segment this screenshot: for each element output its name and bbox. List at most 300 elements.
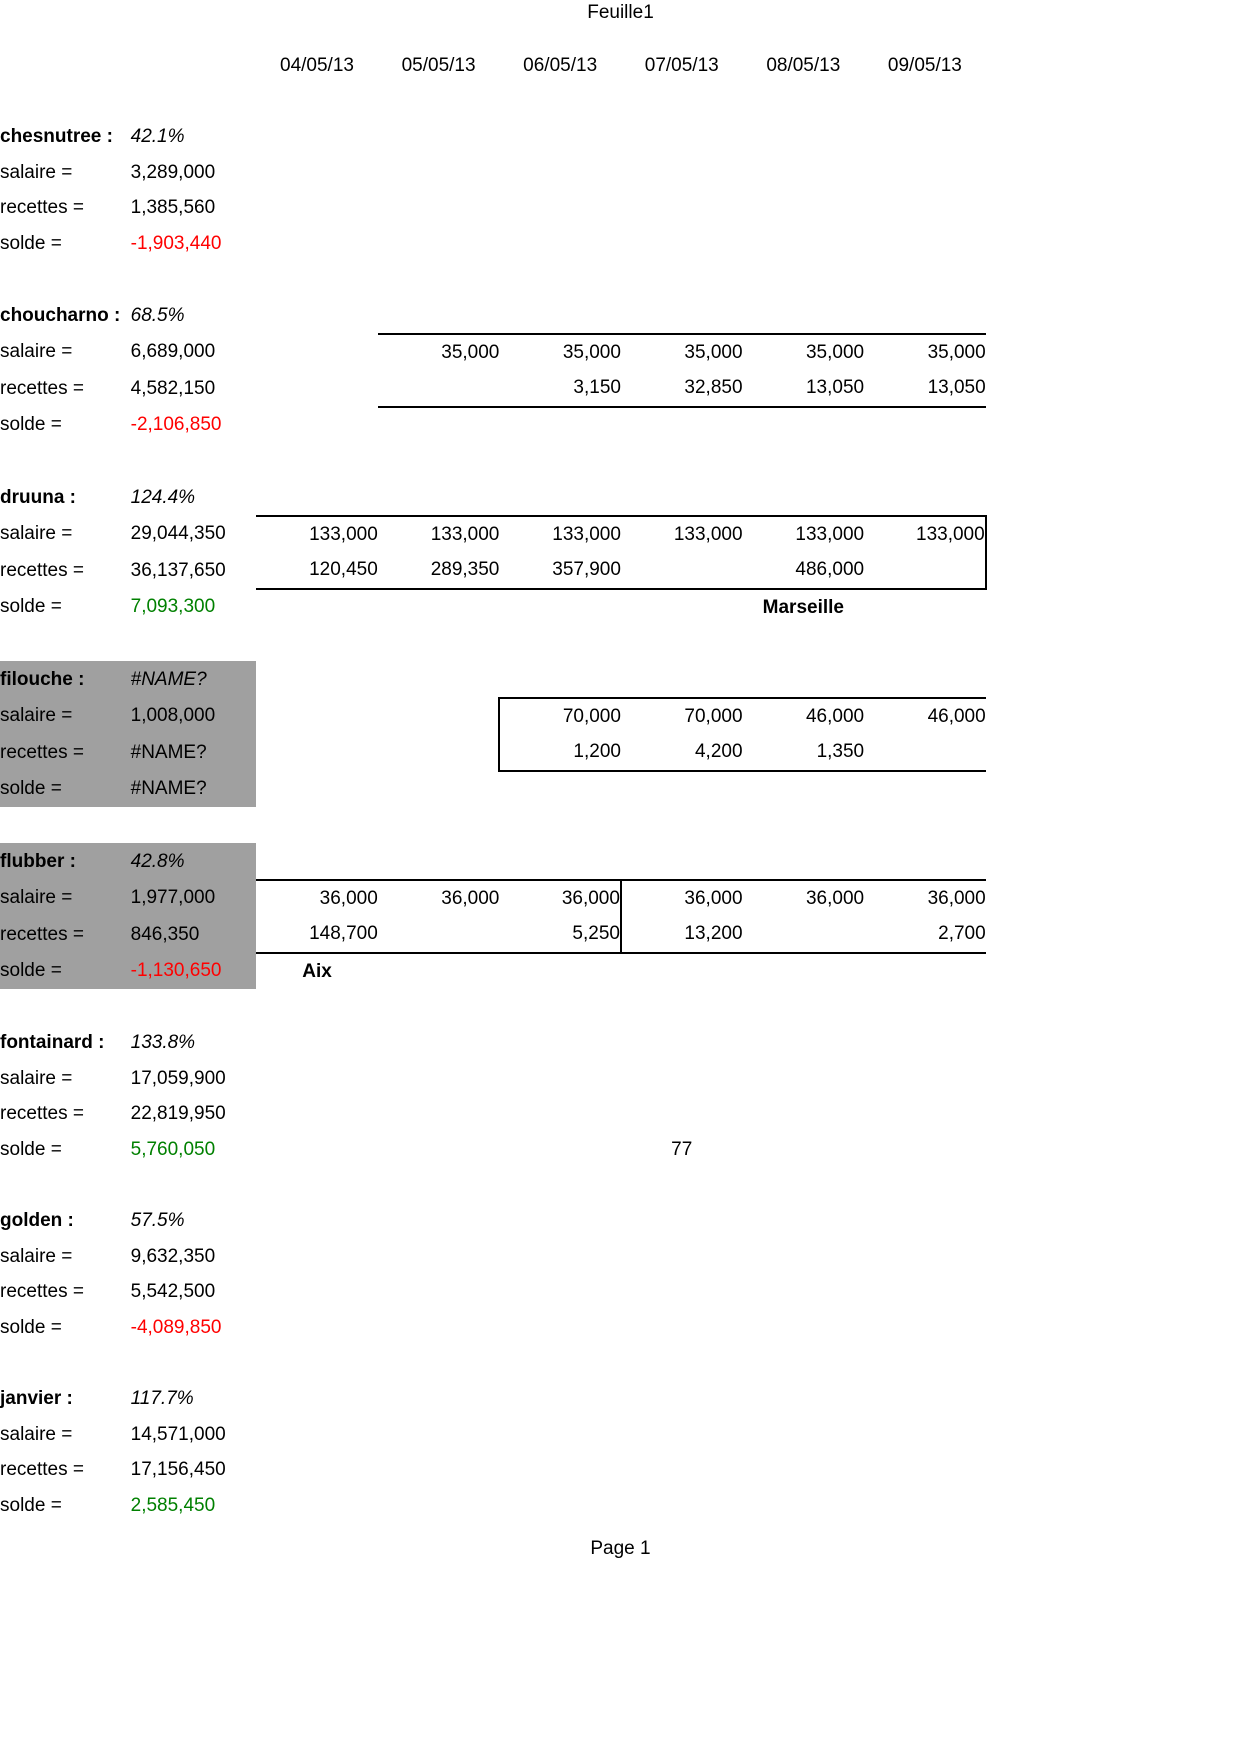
row-label-salaire: salaire = bbox=[0, 698, 131, 735]
cell-name-4 bbox=[621, 297, 743, 334]
cell-solde-2 bbox=[378, 1132, 500, 1168]
cell-name-4 bbox=[621, 843, 743, 880]
cell-name-1 bbox=[256, 1025, 378, 1061]
block-name-row bbox=[0, 297, 1241, 334]
block-solde-row bbox=[0, 1132, 1241, 1168]
cell-salaire-2[interactable] bbox=[378, 155, 500, 191]
cell-salaire-3[interactable] bbox=[499, 155, 621, 191]
cell-name-6 bbox=[864, 1025, 986, 1061]
date-header-3: 06/05/13 bbox=[523, 55, 598, 76]
cell-salaire-1[interactable] bbox=[256, 1239, 378, 1275]
block-name: druuna : bbox=[0, 486, 76, 508]
value-recettes: 22,819,950 bbox=[130, 1103, 226, 1125]
cell-name-5 bbox=[743, 1025, 865, 1061]
cell-recettes-6[interactable] bbox=[864, 1096, 986, 1132]
cell-salaire-6[interactable] bbox=[864, 1061, 986, 1097]
cell-name-5 bbox=[743, 843, 865, 880]
value-recettes: 5,542,500 bbox=[130, 1281, 216, 1303]
block-percentage: 42.1% bbox=[130, 126, 185, 148]
block-name: chesnutree : bbox=[0, 126, 113, 148]
pad-cell bbox=[986, 370, 1241, 407]
cell-salaire-1[interactable] bbox=[256, 1061, 378, 1097]
pad-cell bbox=[986, 589, 1241, 626]
cell-name-4 bbox=[621, 479, 743, 516]
cell-recettes-5[interactable] bbox=[743, 1096, 865, 1132]
block-recettes-row bbox=[0, 1274, 1241, 1310]
cell-salaire-5[interactable]: 46,000 bbox=[743, 698, 865, 735]
cell-solde-6 bbox=[864, 407, 986, 444]
cell-recettes-4[interactable] bbox=[621, 1452, 743, 1488]
value-solde: -1,903,440 bbox=[130, 232, 222, 254]
cell-salaire-4[interactable]: 70,000 bbox=[621, 698, 743, 735]
pad-cell bbox=[986, 190, 1241, 226]
cell-solde-3 bbox=[499, 226, 621, 262]
cell-name-6 bbox=[864, 1203, 986, 1239]
cell-recettes-2[interactable] bbox=[378, 1452, 500, 1488]
cell-name-6 bbox=[864, 297, 986, 334]
cell-recettes-2[interactable] bbox=[378, 190, 500, 226]
cell-recettes-3[interactable] bbox=[499, 1274, 621, 1310]
cell-recettes-5[interactable]: 1,350 bbox=[743, 734, 865, 771]
date-header-row bbox=[0, 48, 1241, 84]
cell-salaire-5[interactable]: 35,000 bbox=[743, 334, 865, 371]
cell-solde-4 bbox=[621, 953, 743, 990]
cell-solde-5 bbox=[743, 1132, 865, 1168]
pad-cell bbox=[986, 698, 1241, 735]
cell-recettes-3[interactable] bbox=[499, 1452, 621, 1488]
row-label-solde: solde = bbox=[0, 1494, 62, 1516]
cell-solde-5 bbox=[743, 407, 865, 444]
cell-salaire-3[interactable]: 36,000 bbox=[499, 880, 621, 917]
block-name-row bbox=[0, 1025, 1241, 1061]
value-solde: #NAME? bbox=[131, 771, 257, 808]
block-recettes-row bbox=[0, 1096, 1241, 1132]
pad-cell bbox=[986, 1239, 1241, 1275]
cell-solde-3 bbox=[499, 407, 621, 444]
cell-solde-2 bbox=[378, 226, 500, 262]
pad-cell bbox=[986, 297, 1241, 334]
row-label-solde: solde = bbox=[0, 1316, 62, 1338]
spacer-row bbox=[0, 444, 1241, 480]
spacer-cell bbox=[0, 1167, 1241, 1203]
pad-cell bbox=[986, 1452, 1241, 1488]
block-salaire-row bbox=[0, 698, 1241, 735]
cell-name-6 bbox=[864, 843, 986, 880]
block-recettes-row bbox=[0, 916, 1241, 953]
cell-name-5 bbox=[743, 297, 865, 334]
cell-name-2 bbox=[378, 1203, 500, 1239]
cell-recettes-6[interactable] bbox=[864, 190, 986, 226]
block-percentage: 124.4% bbox=[130, 486, 196, 508]
value-salaire: 29,044,350 bbox=[130, 523, 226, 545]
cell-solde-1 bbox=[256, 1132, 378, 1168]
cell-recettes-6[interactable]: 2,700 bbox=[864, 916, 986, 953]
cell-recettes-5[interactable] bbox=[743, 1452, 865, 1488]
cell-recettes-5[interactable]: 13,050 bbox=[743, 370, 865, 407]
sheet-title: Feuille1 bbox=[587, 2, 654, 23]
block-percentage: 57.5% bbox=[130, 1210, 185, 1231]
block-recettes-row bbox=[0, 734, 1241, 771]
value-solde: -4,089,850 bbox=[130, 1316, 222, 1338]
cell-salaire-6[interactable] bbox=[864, 1239, 986, 1275]
cell-name-3 bbox=[499, 297, 621, 334]
cell-name-4 bbox=[621, 661, 743, 698]
block-salaire-row bbox=[0, 880, 1241, 917]
block-salaire-row bbox=[0, 334, 1241, 371]
cell-solde-2 bbox=[378, 407, 500, 444]
spacer-cell bbox=[0, 807, 1241, 843]
cell-salaire-2[interactable]: 36,000 bbox=[378, 880, 500, 917]
cell-recettes-3[interactable] bbox=[499, 190, 621, 226]
date-header-1: 04/05/13 bbox=[280, 55, 354, 76]
cell-name-2 bbox=[378, 119, 500, 155]
cell-solde-2 bbox=[378, 953, 500, 990]
cell-name-3 bbox=[499, 1203, 621, 1239]
cell-solde-6 bbox=[864, 1488, 986, 1524]
row-label-salaire: salaire = bbox=[0, 880, 131, 917]
cell-recettes-4[interactable] bbox=[621, 190, 743, 226]
spacer-cell bbox=[0, 444, 1241, 480]
cell-name-6 bbox=[864, 119, 986, 155]
cell-name-6 bbox=[864, 661, 986, 698]
pad-cell bbox=[986, 1025, 1241, 1061]
pad-cell bbox=[986, 407, 1241, 444]
row-label-salaire: salaire = bbox=[0, 1067, 73, 1089]
cell-solde-5 bbox=[743, 226, 865, 262]
cell-salaire-5[interactable] bbox=[743, 1239, 865, 1275]
cell-salaire-3[interactable] bbox=[499, 1239, 621, 1275]
cell-salaire-6[interactable] bbox=[864, 155, 986, 191]
pad-cell bbox=[986, 1096, 1241, 1132]
block-name-row bbox=[0, 119, 1241, 155]
cell-recettes-1[interactable] bbox=[256, 1096, 378, 1132]
header-pad bbox=[986, 48, 1241, 84]
block-percentage: 42.8% bbox=[131, 843, 257, 880]
cell-solde-2 bbox=[378, 1488, 500, 1524]
block-name: flubber : bbox=[0, 843, 131, 880]
cell-name-4 bbox=[621, 119, 743, 155]
cell-recettes-6[interactable] bbox=[864, 1452, 986, 1488]
value-solde: -1,130,650 bbox=[131, 953, 257, 990]
pad-cell bbox=[986, 1203, 1241, 1239]
cell-salaire-6[interactable]: 35,000 bbox=[864, 334, 986, 371]
cell-recettes-4[interactable]: 13,200 bbox=[621, 916, 743, 953]
value-salaire: 9,632,350 bbox=[130, 1245, 216, 1267]
cell-name-1 bbox=[256, 1381, 378, 1417]
cell-salaire-4[interactable] bbox=[621, 1417, 743, 1453]
cell-salaire-5[interactable] bbox=[743, 1417, 865, 1453]
spacer-row bbox=[0, 807, 1241, 843]
cell-salaire-5[interactable] bbox=[743, 1061, 865, 1097]
cell-salaire-3[interactable] bbox=[499, 1061, 621, 1097]
cell-salaire-1[interactable]: 36,000 bbox=[256, 880, 378, 917]
pad-cell bbox=[986, 843, 1241, 880]
cell-recettes-2[interactable] bbox=[378, 1096, 500, 1132]
cell-recettes-5[interactable] bbox=[743, 916, 865, 953]
cell-recettes-1[interactable] bbox=[256, 190, 378, 226]
spreadsheet-grid bbox=[0, 48, 1241, 1523]
cell-salaire-2[interactable] bbox=[378, 698, 500, 735]
row-label-salaire: salaire = bbox=[0, 523, 73, 545]
pad-cell bbox=[986, 226, 1241, 262]
cell-solde-2 bbox=[378, 1310, 500, 1346]
cell-name-5 bbox=[743, 479, 865, 516]
pad-cell bbox=[986, 1310, 1241, 1346]
cell-recettes-1[interactable] bbox=[256, 1274, 378, 1310]
row-label-recettes: recettes = bbox=[0, 377, 84, 399]
cell-recettes-1[interactable] bbox=[256, 1452, 378, 1488]
cell-salaire-3[interactable]: 70,000 bbox=[499, 698, 621, 735]
pad-cell bbox=[986, 916, 1241, 953]
cell-solde-1 bbox=[256, 771, 378, 808]
row-label-solde: solde = bbox=[0, 953, 131, 990]
value-solde: 5,760,050 bbox=[130, 1138, 216, 1160]
cell-solde-6 bbox=[864, 771, 986, 808]
value-salaire: 14,571,000 bbox=[130, 1423, 226, 1445]
cell-recettes-2[interactable] bbox=[378, 370, 500, 407]
block-solde-row bbox=[0, 771, 1241, 808]
pad-cell bbox=[986, 1488, 1241, 1524]
cell-name-6 bbox=[864, 1381, 986, 1417]
cell-salaire-2[interactable] bbox=[378, 1239, 500, 1275]
cell-solde-3 bbox=[499, 1132, 621, 1168]
pad-cell bbox=[986, 1381, 1241, 1417]
pad-cell bbox=[986, 119, 1241, 155]
cell-name-1 bbox=[256, 843, 378, 880]
cell-recettes-5[interactable] bbox=[743, 1274, 865, 1310]
cell-name-2 bbox=[378, 479, 500, 516]
cell-solde-1 bbox=[256, 1310, 378, 1346]
header-blank-value bbox=[131, 48, 257, 84]
spacer-row bbox=[0, 84, 1241, 120]
cell-recettes-1[interactable]: 148,700 bbox=[256, 916, 378, 953]
value-salaire: 17,059,900 bbox=[130, 1067, 226, 1089]
value-salaire: 1,977,000 bbox=[131, 880, 257, 917]
cell-recettes-6[interactable]: 13,050 bbox=[864, 370, 986, 407]
spacer-cell bbox=[0, 626, 1241, 662]
pad-cell bbox=[986, 880, 1241, 917]
cell-name-6 bbox=[864, 479, 986, 516]
spacer-cell bbox=[0, 1345, 1241, 1381]
cell-name-1 bbox=[256, 297, 378, 334]
pad-cell bbox=[986, 771, 1241, 808]
cell-recettes-3[interactable]: 1,200 bbox=[499, 734, 621, 771]
header-blank-label bbox=[0, 48, 131, 84]
cell-recettes-2[interactable] bbox=[378, 1274, 500, 1310]
cell-salaire-2[interactable] bbox=[378, 1417, 500, 1453]
cell-recettes-5[interactable]: 486,000 bbox=[743, 552, 865, 589]
pad-cell bbox=[986, 552, 1241, 589]
cell-solde-1 bbox=[256, 226, 378, 262]
spacer-cell bbox=[0, 262, 1241, 298]
cell-salaire-5[interactable] bbox=[743, 155, 865, 191]
pad-cell bbox=[986, 516, 1241, 553]
block-recettes-row bbox=[0, 1452, 1241, 1488]
cell-salaire-6[interactable] bbox=[864, 1417, 986, 1453]
row-label-salaire: salaire = bbox=[0, 1245, 73, 1267]
cell-solde-4 bbox=[621, 226, 743, 262]
cell-salaire-6[interactable]: 36,000 bbox=[864, 880, 986, 917]
cell-recettes-4[interactable] bbox=[621, 1274, 743, 1310]
cell-salaire-4[interactable]: 36,000 bbox=[621, 880, 743, 917]
cell-salaire-5[interactable]: 133,000 bbox=[743, 516, 865, 553]
cell-salaire-3[interactable]: 35,000 bbox=[499, 334, 621, 371]
cell-recettes-2[interactable]: 289,350 bbox=[378, 552, 500, 589]
cell-salaire-4[interactable]: 133,000 bbox=[621, 516, 743, 553]
cell-solde-3 bbox=[499, 953, 621, 990]
spacer-row bbox=[0, 989, 1241, 1025]
pad-cell bbox=[986, 1274, 1241, 1310]
cell-name-5 bbox=[743, 661, 865, 698]
pad-cell bbox=[986, 1132, 1241, 1168]
block-recettes-row bbox=[0, 552, 1241, 589]
cell-recettes-6[interactable] bbox=[864, 552, 986, 589]
cell-solde-1 bbox=[256, 1488, 378, 1524]
spreadsheet-table bbox=[0, 48, 1241, 1523]
value-recettes: 4,582,150 bbox=[130, 377, 216, 399]
row-label-solde: solde = bbox=[0, 596, 62, 618]
city-label: Aix bbox=[302, 960, 332, 982]
cell-solde-6 bbox=[864, 226, 986, 262]
pad-cell bbox=[986, 953, 1241, 990]
cell-recettes-3[interactable]: 5,250 bbox=[499, 916, 621, 953]
cell-salaire-1[interactable] bbox=[256, 155, 378, 191]
spacer-cell bbox=[0, 989, 1241, 1025]
cell-solde-4 bbox=[621, 589, 743, 626]
cell-solde-5 bbox=[743, 771, 865, 808]
block-recettes-row bbox=[0, 370, 1241, 407]
block-name: golden : bbox=[0, 1210, 74, 1231]
cell-name-1 bbox=[256, 479, 378, 516]
cell-salaire-3[interactable]: 133,000 bbox=[499, 516, 621, 553]
cell-name-3 bbox=[499, 479, 621, 516]
block-name: filouche : bbox=[0, 661, 131, 698]
cell-salaire-4[interactable] bbox=[621, 1061, 743, 1097]
block-name-row bbox=[0, 661, 1241, 698]
cell-salaire-4[interactable] bbox=[621, 1239, 743, 1275]
date-header-6: 09/05/13 bbox=[887, 55, 962, 76]
cell-solde-6 bbox=[864, 1310, 986, 1346]
cell-solde-4 bbox=[621, 771, 743, 808]
date-header-4: 07/05/13 bbox=[644, 55, 719, 76]
cell-name-4 bbox=[621, 1381, 743, 1417]
cell-recettes-1[interactable]: 120,450 bbox=[256, 552, 378, 589]
block-solde-row bbox=[0, 226, 1241, 262]
cell-salaire-3[interactable] bbox=[499, 1417, 621, 1453]
cell-recettes-3[interactable] bbox=[499, 1096, 621, 1132]
cell-recettes-2[interactable] bbox=[378, 916, 500, 953]
pad-cell bbox=[986, 734, 1241, 771]
pad-cell bbox=[986, 334, 1241, 371]
block-name: choucharno : bbox=[0, 304, 121, 326]
cell-name-1 bbox=[256, 661, 378, 698]
cell-salaire-4[interactable]: 35,000 bbox=[621, 334, 743, 371]
cell-salaire-5[interactable]: 36,000 bbox=[743, 880, 865, 917]
row-label-recettes: recettes = bbox=[0, 1459, 84, 1481]
cell-name-4 bbox=[621, 1203, 743, 1239]
block-salaire-row bbox=[0, 155, 1241, 191]
cell-solde-5 bbox=[743, 1488, 865, 1524]
cell-salaire-6[interactable]: 46,000 bbox=[864, 698, 986, 735]
cell-recettes-4[interactable]: 4,200 bbox=[621, 734, 743, 771]
cell-recettes-5[interactable] bbox=[743, 190, 865, 226]
row-label-solde: solde = bbox=[0, 232, 62, 254]
value-recettes: 1,385,560 bbox=[130, 197, 216, 219]
row-label-recettes: recettes = bbox=[0, 1281, 84, 1303]
cell-solde-3 bbox=[499, 589, 621, 626]
block-name-row bbox=[0, 479, 1241, 516]
cell-salaire-2[interactable] bbox=[378, 1061, 500, 1097]
row-label-salaire: salaire = bbox=[0, 341, 73, 363]
cell-name-5 bbox=[743, 1203, 865, 1239]
cell-recettes-1[interactable] bbox=[256, 370, 378, 407]
cell-recettes-6[interactable] bbox=[864, 1274, 986, 1310]
cell-recettes-3[interactable]: 3,150 bbox=[499, 370, 621, 407]
pad-cell bbox=[986, 1061, 1241, 1097]
cell-recettes-2[interactable] bbox=[378, 734, 500, 771]
cell-recettes-4[interactable] bbox=[621, 1096, 743, 1132]
value-salaire: 1,008,000 bbox=[131, 698, 257, 735]
cell-salaire-1[interactable] bbox=[256, 1417, 378, 1453]
date-header-5: 08/05/13 bbox=[766, 55, 841, 76]
block-percentage: 117.7% bbox=[130, 1387, 194, 1409]
block-name-row bbox=[0, 1381, 1241, 1417]
block-solde-row bbox=[0, 407, 1241, 444]
cell-recettes-4[interactable] bbox=[621, 552, 743, 589]
cell-name-5 bbox=[743, 119, 865, 155]
solde-extra-value: 77 bbox=[671, 1138, 693, 1160]
cell-salaire-1[interactable]: 133,000 bbox=[256, 516, 378, 553]
row-label-recettes: recettes = bbox=[0, 734, 131, 771]
pad-cell bbox=[986, 1417, 1241, 1453]
cell-salaire-2[interactable]: 133,000 bbox=[378, 516, 500, 553]
block-percentage: 68.5% bbox=[130, 304, 185, 326]
cell-solde-1 bbox=[256, 407, 378, 444]
cell-salaire-2[interactable]: 35,000 bbox=[378, 334, 500, 371]
cell-name-2 bbox=[378, 1381, 500, 1417]
block-name-row bbox=[0, 1203, 1241, 1239]
cell-recettes-4[interactable]: 32,850 bbox=[621, 370, 743, 407]
cell-recettes-3[interactable]: 357,900 bbox=[499, 552, 621, 589]
value-solde: 2,585,450 bbox=[130, 1494, 216, 1516]
cell-recettes-1[interactable] bbox=[256, 734, 378, 771]
cell-name-4 bbox=[621, 1025, 743, 1061]
page-footer: Page 1 bbox=[590, 1538, 651, 1559]
block-salaire-row bbox=[0, 516, 1241, 553]
cell-name-2 bbox=[378, 661, 500, 698]
cell-salaire-1[interactable] bbox=[256, 334, 378, 371]
cell-salaire-6[interactable]: 133,000 bbox=[864, 516, 986, 553]
cell-recettes-6[interactable] bbox=[864, 734, 986, 771]
block-name: fontainard : bbox=[0, 1032, 105, 1054]
block-solde-row bbox=[0, 1488, 1241, 1524]
row-label-solde: solde = bbox=[0, 414, 62, 436]
block-percentage: 133.8% bbox=[130, 1032, 196, 1054]
value-recettes: 36,137,650 bbox=[130, 559, 226, 581]
row-label-salaire: salaire = bbox=[0, 161, 73, 183]
cell-solde-3 bbox=[499, 1310, 621, 1346]
pad-cell bbox=[986, 661, 1241, 698]
cell-salaire-1[interactable] bbox=[256, 698, 378, 735]
cell-solde-4 bbox=[621, 1310, 743, 1346]
block-percentage: #NAME? bbox=[131, 661, 257, 698]
value-recettes: 846,350 bbox=[131, 916, 257, 953]
cell-name-2 bbox=[378, 843, 500, 880]
cell-salaire-4[interactable] bbox=[621, 155, 743, 191]
cell-name-5 bbox=[743, 1381, 865, 1417]
block-recettes-row bbox=[0, 190, 1241, 226]
cell-name-3 bbox=[499, 1381, 621, 1417]
